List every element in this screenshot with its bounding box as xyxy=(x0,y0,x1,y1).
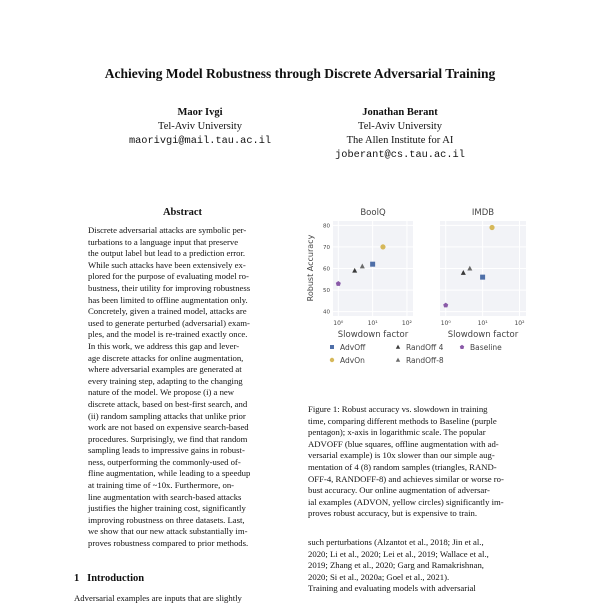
y-axis-label: Robust Accuracy xyxy=(306,234,315,302)
text-line: age discrete attacks for online augmentation, xyxy=(88,352,244,363)
text-line: has been limited to offline augmentation only. xyxy=(88,294,248,305)
text-line: ples, and the model is re-trained exactly once. xyxy=(88,329,248,340)
author-affiliation: Tel-Aviv University xyxy=(358,121,442,132)
panel-title: BoolQ xyxy=(360,208,386,218)
legend-marker xyxy=(330,345,334,349)
author-affiliation: Tel-Aviv University xyxy=(158,121,242,132)
text-line: discrete attack, based on best-first search, and xyxy=(88,398,248,409)
y-tick-label: 40 xyxy=(323,309,330,316)
text-line: proves robust accuracy, but is expensive to train. xyxy=(308,508,478,519)
figure-caption xyxy=(308,404,530,520)
author-name: Maor Ivgi xyxy=(177,107,223,118)
text-line: nature of the model. We propose (i) a new xyxy=(88,387,235,398)
legend-label: AdvOn xyxy=(340,356,365,365)
text-line: sampling leads to impressive gains in robust- xyxy=(88,445,245,456)
text-line: improving robustness on three datasets. Last, xyxy=(88,514,245,525)
author-name: Jonathan Berant xyxy=(362,107,438,118)
x-tick-label: 10² xyxy=(514,320,525,327)
text-line: 2020; Li et al., 2020; Lei et al., 2019; Wallace et al., xyxy=(308,548,489,559)
text-line: Figure 1: Robust accuracy vs. slowdown in training xyxy=(308,404,488,414)
section-title: Introduction xyxy=(87,573,145,584)
text-line: OFF-4, RANDOFF-8) and achieves similar or worse ro- xyxy=(308,473,504,484)
text-line: turbations to a language input that preserve xyxy=(88,236,239,247)
author-affiliation-2: The Allen Institute for AI xyxy=(346,135,454,146)
legend-label: RandOff-8 xyxy=(406,356,444,365)
legend-marker xyxy=(396,345,400,349)
legend-label: AdvOff xyxy=(340,343,366,352)
text-line: While such attacks have been extensively ex- xyxy=(88,259,246,270)
text-line: In this work, we address this gap and lever- xyxy=(88,340,240,351)
text-line: justifies the higher training cost, significantly xyxy=(88,503,246,514)
text-line: versarial example) is 10x slower than our simple aug- xyxy=(308,450,495,461)
text-line: every training step, adapting to the changing xyxy=(88,375,243,386)
abstract-heading: Abstract xyxy=(162,207,203,218)
section-number: 1 xyxy=(74,573,80,584)
author-email: maorivgi@mail.tau.ac.il xyxy=(128,135,272,147)
text-line: bust accuracy. Our online augmentation of adversar- xyxy=(308,485,490,496)
text-line: at training time of ~10x. Furthermore, on- xyxy=(88,480,235,491)
panel-title: IMDB xyxy=(471,208,495,218)
text-line: used to generate perturbed (adversarial) exam- xyxy=(88,317,250,328)
text-line: procedures. Surprisingly, we find that random xyxy=(88,433,248,444)
text-line: Training and evaluating models with adversarial xyxy=(308,583,476,594)
y-tick-label: 50 xyxy=(323,288,330,295)
y-tick-label: 80 xyxy=(323,223,330,230)
text-line: Discrete adversarial attacks are symbolic per- xyxy=(88,225,247,235)
paper-title: Achieving Model Robustness through Discrete Adversarial Training xyxy=(104,66,496,81)
x-tick-label: 10² xyxy=(401,320,412,327)
text-line: 2019; Zhang et al., 2020; Garg and Ramakrishnan, xyxy=(308,560,484,571)
x-tick-label: 10¹ xyxy=(367,320,378,327)
text-line: (ii) random sampling attacks that unlike prior xyxy=(88,410,246,421)
author-2 xyxy=(300,106,500,162)
right-column-text xyxy=(308,537,530,595)
legend-marker xyxy=(460,345,464,349)
text-line: time, comparing different methods to Baseline (purple xyxy=(308,415,497,426)
text-line: mentation of 4 (8) random samples (triangles, RAND- xyxy=(308,461,497,472)
text-line: proves robustness compared to prior methods. xyxy=(88,538,249,549)
text-line: such perturbations (Alzantot et al., 2018; Jin et al., xyxy=(308,537,484,547)
text-line: 2020; Si et al., 2020a; Goel et al., 2021). xyxy=(308,571,450,582)
legend-label: Baseline xyxy=(470,343,502,352)
y-tick-label: 70 xyxy=(323,244,330,251)
text-line: ness, outperforming the commonly-used of- xyxy=(88,456,241,467)
text-line: bustness, their utility for improving robustness xyxy=(88,282,251,293)
marker-advon xyxy=(489,225,494,230)
text-line: work are not based on expensive search-based xyxy=(88,422,249,433)
x-tick-label: 10¹ xyxy=(477,320,488,327)
author-email: joberant@cs.tau.ac.il xyxy=(335,149,465,161)
text-line: plored for the purpose of evaluating model ro- xyxy=(88,271,249,282)
author-1 xyxy=(100,106,300,148)
x-axis-label: Slowdown factor xyxy=(337,330,409,340)
abstract-body xyxy=(88,225,278,550)
text-line: fline augmentation, while leading to a speedup xyxy=(88,468,251,479)
text-line: line augmentation with search-based attacks xyxy=(88,491,242,502)
section-heading xyxy=(74,573,144,584)
legend-marker xyxy=(396,358,400,362)
marker-advon xyxy=(380,244,385,249)
text-line: where adversarial examples are generated at xyxy=(88,364,242,375)
intro-text: Adversarial examples are inputs that are slightly xyxy=(74,593,242,603)
text-line: ial examples (ADVON, yellow circles) significantly im- xyxy=(308,496,504,507)
x-tick-label: 10⁰ xyxy=(440,320,451,327)
marker-advoff xyxy=(480,275,485,280)
text-line: ADVOFF (blue squares, offline augmentation with ad- xyxy=(308,438,499,449)
y-tick-label: 60 xyxy=(323,266,330,273)
marker-advoff xyxy=(370,262,375,267)
x-tick-label: 10⁰ xyxy=(333,320,344,327)
legend-marker xyxy=(330,358,334,362)
figure-1-chart xyxy=(300,198,535,393)
text-line: pentagon); x-axis in logarithmic scale. The popular xyxy=(308,427,486,438)
text-line: we show that our new attack substantially im- xyxy=(88,526,248,537)
legend-label: RandOff 4 xyxy=(406,343,444,352)
text-line: Concretely, given a trained model, attacks are xyxy=(88,306,247,317)
x-axis-label: Slowdown factor xyxy=(447,330,519,340)
text-line: the output label but lead to a prediction error. xyxy=(88,248,246,259)
